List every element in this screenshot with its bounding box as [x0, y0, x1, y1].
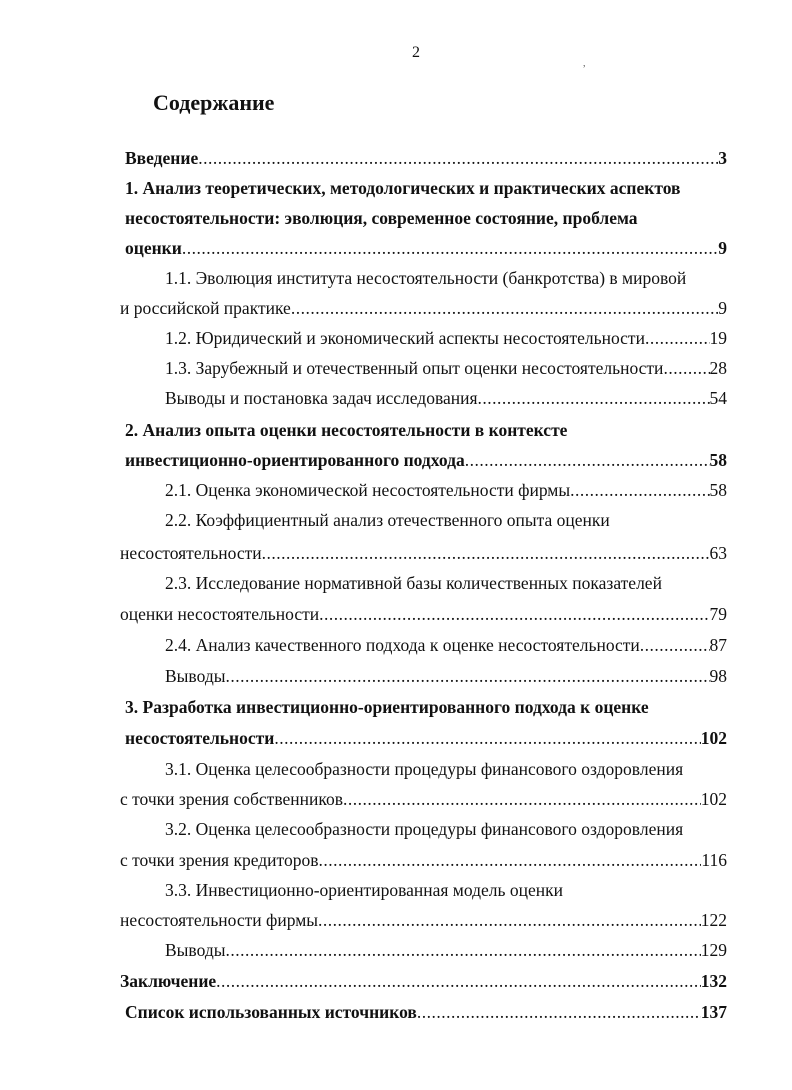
- toc-entry-title: несостоятельности: [125, 728, 275, 748]
- toc-entry-title: Введение: [125, 148, 199, 168]
- dot-leader: [319, 604, 709, 625]
- dot-leader: [291, 298, 718, 319]
- dot-leader: [318, 910, 701, 931]
- toc-entry-title: Список использованных источников: [125, 1002, 417, 1022]
- toc-entry-page: 102: [700, 728, 727, 748]
- dot-leader: [216, 971, 701, 992]
- toc-entry: [120, 543, 727, 567]
- toc-entry-page: 132: [700, 971, 727, 991]
- toc-entry-page: 87: [709, 635, 727, 655]
- toc-entry: [125, 178, 727, 202]
- toc-entry-page: 9: [718, 238, 727, 258]
- toc-entry-title: с точки зрения кредиторов: [120, 850, 319, 870]
- toc-entry-page: 58: [709, 480, 727, 500]
- toc-entry-title: 2.4. Анализ качественного подхода к оценке несостоятельности: [165, 635, 640, 655]
- toc-entry-page: 54: [709, 388, 727, 408]
- toc-entry: [165, 388, 727, 412]
- toc-entry: [165, 328, 727, 352]
- toc-entry-title: 2. Анализ опыта оценки несостоятельности в контексте: [125, 420, 568, 440]
- toc-entry: [120, 298, 727, 322]
- toc-entry-title: и российской практике: [120, 298, 291, 318]
- dot-leader: [225, 666, 709, 687]
- toc-entry-title: несостоятельности: [120, 543, 262, 563]
- dot-leader: [274, 728, 700, 749]
- toc-entry: [125, 148, 727, 172]
- toc-entry-title: Выводы: [165, 940, 226, 960]
- toc-entry: [165, 940, 727, 964]
- toc-entry: [165, 480, 727, 504]
- toc-entry-title: 1.3. Зарубежный и отечественный опыт оценки несостоятельности: [165, 358, 664, 378]
- toc-entry: [165, 880, 727, 904]
- toc-entry-page: 9: [718, 298, 727, 318]
- toc-entry: [125, 697, 727, 721]
- toc-entry: [165, 268, 727, 292]
- toc-entry-title: 1.2. Юридический и экономический аспекты несостоятельности: [165, 328, 645, 348]
- toc-entry-title: 3.3. Инвестиционно-ориентированная модель оценки: [165, 880, 563, 900]
- toc-entry-page: 19: [709, 328, 727, 348]
- toc-entry-title: оценки: [125, 238, 182, 258]
- toc-entry: [125, 1002, 727, 1026]
- dot-leader: [262, 543, 710, 564]
- dot-leader: [478, 388, 710, 409]
- toc-entry-page: 79: [709, 604, 727, 624]
- toc-entry-title: 1. Анализ теоретических, методологических и практических аспектов: [125, 178, 681, 198]
- dot-leader: [640, 635, 710, 656]
- dot-leader: [182, 238, 718, 259]
- toc-entry: [125, 728, 727, 752]
- toc-entry-title: инвестиционно-ориентированного подхода: [125, 450, 465, 470]
- toc-entry: [120, 910, 727, 934]
- toc-entry: [120, 850, 727, 874]
- toc-entry: [165, 635, 727, 659]
- toc-entry-page: 63: [709, 543, 727, 563]
- toc-entry-page: 129: [700, 940, 727, 960]
- toc-entry-title: 3.1. Оценка целесообразности процедуры финансового оздоровления: [165, 759, 684, 779]
- toc-entry: [165, 759, 727, 783]
- toc-entry-title: несостоятельности фирмы: [120, 910, 319, 930]
- toc-entry-page: 122: [700, 910, 727, 930]
- page-number: 2: [412, 44, 420, 61]
- toc-entry-page: 137: [700, 1002, 727, 1022]
- toc-entry: [120, 971, 727, 995]
- dot-leader: [417, 1002, 701, 1023]
- toc-entry-page: 58: [709, 450, 727, 470]
- toc-entry-title: 3.2. Оценка целесообразности процедуры финансового оздоровления: [165, 819, 684, 839]
- toc-entry: [125, 238, 727, 262]
- toc-entry: [125, 208, 727, 232]
- dot-leader: [318, 850, 701, 871]
- toc-entry-title: с точки зрения собственников: [120, 789, 343, 809]
- toc-entry-title: 2.1. Оценка экономической несостоятельности фирмы: [165, 480, 571, 500]
- dot-leader: [663, 358, 709, 379]
- toc-entry: [125, 420, 727, 444]
- toc-entry: [165, 510, 727, 534]
- toc-entry-title: Выводы: [165, 666, 226, 686]
- toc-entry-title: оценки несостоятельности: [120, 604, 320, 624]
- toc-entry-page: 28: [709, 358, 727, 378]
- toc-entry: [165, 573, 727, 597]
- toc-entry-title: 2.3. Исследование нормативной базы количественных показателей: [165, 573, 662, 593]
- page-title: Содержание: [153, 90, 275, 115]
- toc-entry-page: 98: [709, 666, 727, 686]
- dot-leader: [198, 148, 718, 169]
- dot-leader: [343, 789, 701, 810]
- toc-entry: [165, 666, 727, 690]
- toc-entry-page: 102: [700, 789, 727, 809]
- toc-entry: [125, 450, 727, 474]
- toc-entry-title: Выводы и постановка задач исследования: [165, 388, 478, 408]
- toc-entry: [165, 358, 727, 382]
- toc-entry-page: 3: [718, 148, 727, 168]
- toc-entry-title: 1.1. Эволюция института несостоятельности (банкротства) в мировой: [165, 268, 687, 288]
- scan-mark: ,: [583, 58, 586, 69]
- toc-entry: [165, 819, 727, 843]
- dot-leader: [570, 480, 709, 501]
- toc-entry-title: 2.2. Коэффициентный анализ отечественного опыта оценки: [165, 510, 610, 530]
- toc-entry: [120, 789, 727, 813]
- toc-entry-title: Заключение: [120, 971, 217, 991]
- toc-entry-title: несостоятельности: эволюция, современное состояние, проблема: [125, 208, 638, 228]
- dot-leader: [465, 450, 710, 471]
- dot-leader: [645, 328, 710, 349]
- toc-entry-page: 116: [701, 850, 727, 870]
- toc-entry: [120, 604, 727, 628]
- dot-leader: [225, 940, 700, 961]
- toc-entry-title: 3. Разработка инвестиционно-ориентированного подхода к оценке: [125, 697, 649, 717]
